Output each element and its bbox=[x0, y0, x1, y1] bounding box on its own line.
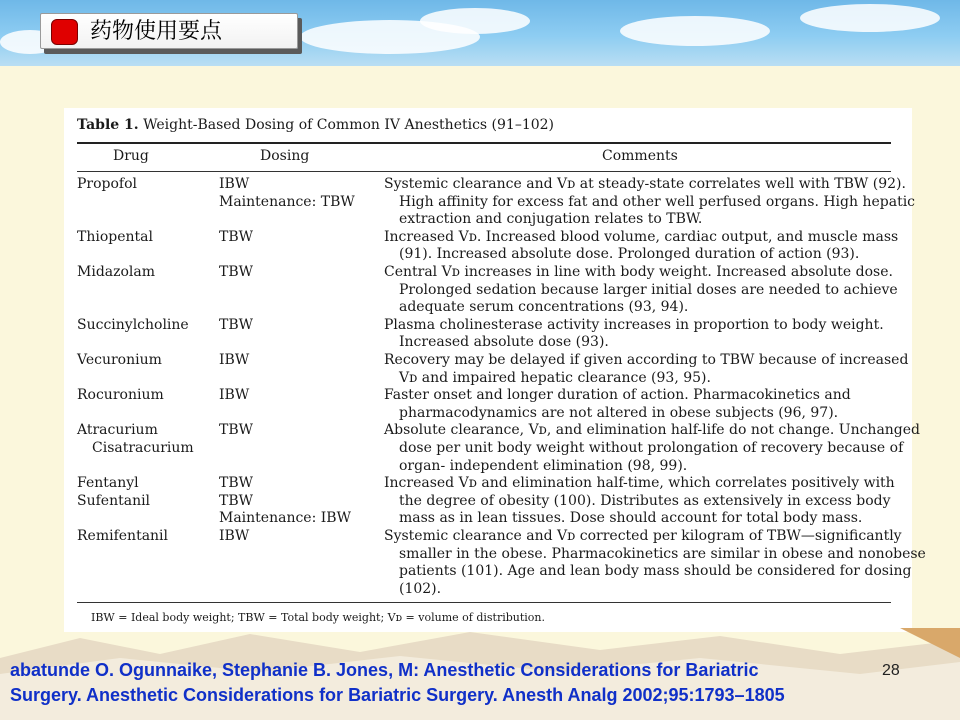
comments-cell-line: smaller in the obese. Pharmacokinetics are similar in obese and nonobese bbox=[399, 545, 926, 562]
comments-cell-line: Increased absolute dose (93). bbox=[399, 334, 609, 351]
drug-cell-line: Vecuronium bbox=[77, 352, 162, 368]
comments-cell-line: Vᴅ and impaired hepatic clearance (93, 95). bbox=[399, 369, 711, 386]
dosing-cell-line: IBW bbox=[219, 387, 250, 404]
comments-cell-line: adequate serum concentrations (93, 94). bbox=[399, 299, 689, 316]
comments-cell-line: Prolonged sedation because larger initial doses are needed to achieve bbox=[399, 281, 898, 298]
dosing-cell-line: IBW bbox=[219, 528, 250, 544]
slide-title: 药物使用要点 bbox=[90, 19, 223, 44]
comments-cell-line: pharmacodynamics are not altered in obese subjects (96, 97). bbox=[399, 404, 839, 421]
comments-cell-line: Recovery may be delayed if given according to TBW because of increased bbox=[384, 352, 909, 368]
drug-cell bbox=[77, 317, 189, 335]
comments-cell-line: dose per unit body weight without prolongation of recovery because of bbox=[399, 439, 904, 456]
drug-cell bbox=[77, 176, 137, 194]
title-bullet-icon bbox=[51, 19, 78, 45]
comments-cell bbox=[384, 352, 908, 387]
dosing-cell bbox=[219, 317, 253, 335]
dosing-cell bbox=[219, 528, 249, 546]
comments-cell bbox=[384, 475, 895, 528]
dosing-cell-line: TBW bbox=[219, 264, 254, 280]
comments-cell-line: the degree of obesity (100). Distributes as extensively in excess body bbox=[399, 492, 891, 509]
column-header-drug: Drug bbox=[113, 148, 149, 164]
comments-cell bbox=[384, 317, 884, 352]
dosing-cell bbox=[219, 475, 351, 528]
comments-cell-line: Absolute clearance, Vᴅ, and elimination half-life do not change. Unchanged bbox=[384, 422, 921, 439]
drug-cell bbox=[77, 229, 153, 247]
cloud-decoration bbox=[800, 4, 940, 32]
drug-cell bbox=[77, 475, 150, 510]
drug-cell-line: Cisatracurium bbox=[92, 439, 194, 456]
drug-cell-line: Sufentanil bbox=[77, 492, 151, 509]
drug-cell-line: Propofol bbox=[77, 176, 138, 192]
comments-cell-line: Systemic clearance and Vᴅ at steady-state correlates well with TBW (92). bbox=[384, 176, 906, 192]
drug-cell-line: Midazolam bbox=[77, 264, 156, 280]
dosing-cell-line: IBW bbox=[219, 352, 250, 368]
comments-cell bbox=[384, 264, 898, 317]
column-header-dosing: Dosing bbox=[260, 148, 310, 164]
drug-cell-line: Rocuronium bbox=[77, 387, 164, 404]
comments-cell-line: Faster onset and longer duration of action. Pharmacokinetics and bbox=[384, 387, 851, 404]
dosing-cell-line: TBW bbox=[219, 475, 254, 492]
comments-cell-line: extraction and conjugation relates to TBW. bbox=[399, 211, 703, 228]
drug-cell bbox=[77, 387, 164, 405]
dosing-cell bbox=[219, 422, 253, 440]
comments-cell bbox=[384, 229, 898, 264]
citation-line-2: Surgery. Anesthetic Considerations for Bariatric Surgery. Anesth Analg 2002;95:1793–1805 bbox=[10, 685, 785, 705]
dosing-cell bbox=[219, 387, 249, 405]
table-footnote: IBW = Ideal body weight; TBW = Total body weight; Vᴅ = volume of distribution. bbox=[91, 611, 545, 624]
table-header-rule bbox=[77, 171, 891, 172]
comments-cell-line: Plasma cholinesterase activity increases in proportion to body weight. bbox=[384, 316, 884, 333]
column-header-comments: Comments bbox=[602, 148, 678, 164]
comments-cell-line: Increased Vᴅ and elimination half-time, which correlates positively with bbox=[384, 475, 895, 492]
comments-cell-line: (91). Increased absolute dose. Prolonged duration of action (93). bbox=[399, 246, 860, 263]
table-top-rule bbox=[77, 142, 891, 144]
citation-line-1: abatunde O. Ogunnaike, Stephanie B. Jones, M: Anesthetic Considerations for Bariatric bbox=[10, 660, 759, 680]
comments-cell-line: (102). bbox=[399, 580, 442, 597]
citation bbox=[10, 658, 950, 708]
comments-cell-line: Systemic clearance and Vᴅ corrected per kilogram of TBW—significantly bbox=[384, 528, 902, 544]
table-bottom-rule bbox=[77, 602, 891, 603]
slide-title-box bbox=[40, 13, 298, 49]
comments-cell-line: patients (101). Age and lean body mass should be considered for dosing bbox=[399, 563, 912, 580]
table-caption bbox=[77, 117, 554, 133]
drug-cell-line: Atracurium bbox=[77, 422, 158, 439]
comments-cell bbox=[384, 387, 851, 422]
dosing-cell-line: IBW bbox=[219, 176, 250, 192]
dosing-cell-line: TBW bbox=[219, 316, 254, 333]
comments-cell bbox=[384, 422, 920, 475]
comments-cell-line: organ- independent elimination (98, 99). bbox=[399, 457, 688, 474]
drug-cell-line: Fentanyl bbox=[77, 475, 139, 492]
dosing-cell bbox=[219, 176, 355, 211]
table-caption-label: Table 1. bbox=[77, 117, 139, 133]
dosing-cell-line: TBW bbox=[219, 228, 254, 245]
dosing-cell bbox=[219, 264, 253, 282]
comments-cell bbox=[384, 528, 926, 598]
drug-cell bbox=[77, 422, 194, 457]
drug-cell-line: Succinylcholine bbox=[77, 316, 189, 333]
cloud-decoration bbox=[620, 16, 770, 46]
comments-cell-line: mass as in lean tissues. Dose should account for total body mass. bbox=[399, 510, 863, 527]
page-number: 28 bbox=[882, 662, 900, 679]
drug-cell bbox=[77, 528, 168, 546]
comments-cell bbox=[384, 176, 915, 229]
comments-cell-line: Increased Vᴅ. Increased blood volume, cardiac output, and muscle mass bbox=[384, 228, 899, 245]
dosing-cell bbox=[219, 352, 249, 370]
dosing-cell-line: TBW bbox=[219, 422, 254, 439]
comments-cell-line: High affinity for excess fat and other well perfused organs. High hepatic bbox=[399, 193, 916, 210]
drug-cell bbox=[77, 352, 162, 370]
dosing-cell-line: Maintenance: TBW bbox=[219, 193, 355, 210]
drug-cell-line: Remifentanil bbox=[77, 528, 169, 544]
dosing-cell bbox=[219, 229, 253, 247]
table-figure bbox=[64, 108, 926, 632]
drug-cell bbox=[77, 264, 155, 282]
drug-cell-line: Thiopental bbox=[77, 228, 153, 245]
comments-cell-line: Central Vᴅ increases in line with body weight. Increased absolute dose. bbox=[384, 264, 893, 280]
dosing-cell-line: Maintenance: IBW bbox=[219, 510, 351, 527]
dosing-cell-line: TBW bbox=[219, 492, 254, 509]
table-caption-text: Weight-Based Dosing of Common IV Anesthetics (91–102) bbox=[143, 117, 555, 133]
cloud-decoration bbox=[420, 8, 530, 34]
